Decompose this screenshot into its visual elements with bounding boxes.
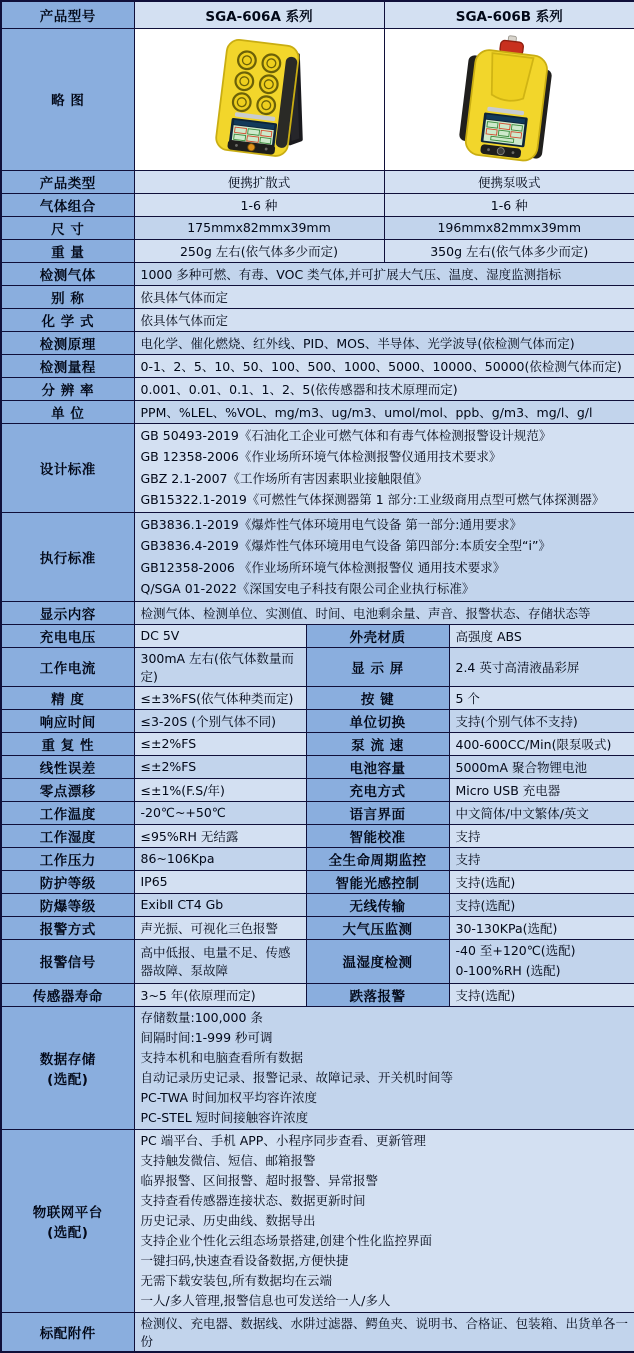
- pair-value-1: DC 5V: [134, 624, 306, 647]
- row-resolution: [1, 377, 634, 400]
- iot-label: 物联网平台: [32, 1204, 103, 1221]
- row-display-content: [1, 601, 634, 624]
- pair-label-1: 防爆等级: [1, 893, 134, 916]
- iot-line: 支持查看传感器连接状态、数据更新时间: [140, 1192, 366, 1208]
- product-type-b: 便携泵吸式: [384, 170, 634, 193]
- pair-value-1: 高中低报、电量不足、传感器故障、泵故障: [134, 939, 306, 983]
- pair-label-2: 显 示 屏: [306, 647, 449, 686]
- pair-label-1: 防护等级: [1, 870, 134, 893]
- iot-line: 支持触发微信、短信、邮箱报警: [140, 1152, 316, 1168]
- standard-line: GB3836.1-2019《爆炸性气体环境用电气设备 第一部分:通用要求》: [140, 516, 523, 532]
- pair-value-1: ≤95%RH 无结露: [134, 824, 306, 847]
- row-alias: [1, 285, 634, 308]
- header-row: [1, 1, 634, 28]
- row-label: 标配附件: [1, 1312, 134, 1352]
- pair-value-1: 300mA 左右(依气体数量而定): [134, 647, 306, 686]
- pair-label-1: 报警方式: [1, 916, 134, 939]
- pair-value-2: 400-600CC/Min(限泵吸式): [449, 732, 634, 755]
- storage-line: PC-TWA 时间加权平均容许浓度: [140, 1089, 317, 1105]
- row-principle: [1, 331, 634, 354]
- row-label: 单 位: [1, 400, 134, 423]
- temp-range-value: -40 至+120℃(选配): [455, 943, 576, 958]
- standard-line: GB15322.1-2019《可燃性气体探测器第 1 部分:工业级商用点型可燃气体探测器》: [140, 492, 605, 507]
- pair-label-2: 单位切换: [306, 709, 449, 732]
- row-product-type: [1, 170, 634, 193]
- pair-value-1: ≤3-20S (个别气体不同): [134, 709, 306, 732]
- data-storage-value: [134, 1006, 634, 1129]
- gas-combo-a: 1-6 种: [134, 193, 384, 216]
- row-label: 设计标准: [1, 423, 134, 512]
- humidity-range-value: 0-100%RH (选配): [455, 963, 561, 978]
- row-label: 检测量程: [1, 354, 134, 377]
- detect-gas-value: 1000 多种可燃、有毒、VOC 类气体,并可扩展大气压、温度、湿度监测指标: [134, 262, 634, 285]
- pair-value-1: ≤±2%FS: [134, 732, 306, 755]
- product-type-a: 便携扩散式: [134, 170, 384, 193]
- row-pair: [1, 624, 634, 647]
- row-iot-platform: [1, 1129, 634, 1312]
- pair-label-2: 电池容量: [306, 755, 449, 778]
- weight-b: 350g 左右(依气体多少而定): [384, 239, 634, 262]
- pair-value-2: 中文简体/中文繁体/英文: [449, 801, 634, 824]
- pair-value-1: 86~106Kpa: [134, 847, 306, 870]
- pair-value-1: 声光振、可视化三色报警: [134, 916, 306, 939]
- device-screen: [481, 112, 528, 147]
- sketch-row: [1, 28, 634, 170]
- pair-label-1: 工作压力: [1, 847, 134, 870]
- row-label: 显示内容: [1, 601, 134, 624]
- row-pair: [1, 801, 634, 824]
- pair-value-2: Micro USB 充电器: [449, 778, 634, 801]
- row-label: 别 称: [1, 285, 134, 308]
- row-label: [1, 1129, 134, 1312]
- pair-label-2: 全生命周期监控: [306, 847, 449, 870]
- sketch-label: 略 图: [1, 28, 134, 170]
- principle-value: 电化学、催化燃烧、红外线、PID、MOS、半导体、光学波导(依检测气体而定): [134, 331, 634, 354]
- product-photo-cell-b: [384, 28, 634, 170]
- pair-label-1: 工作湿度: [1, 824, 134, 847]
- iot-value: [134, 1129, 634, 1312]
- row-label: 检测原理: [1, 331, 134, 354]
- pair-value-2: 30-130KPa(选配): [449, 916, 634, 939]
- row-label: [1, 1006, 134, 1129]
- pair-label-2: 跌落报警: [306, 983, 449, 1006]
- row-data-storage: [1, 1006, 634, 1129]
- row-formula: [1, 308, 634, 331]
- exec-standards-value: [134, 512, 634, 601]
- storage-line: 存储数量:100,000 条: [140, 1009, 263, 1025]
- standard-line: GB12358-2006 《作业场所环境气体检测报警仪 通用技术要求》: [140, 559, 506, 575]
- storage-line: 间隔时间:1-999 秒可调: [140, 1029, 273, 1045]
- row-label: 执行标准: [1, 512, 134, 601]
- pair-label-2: 语言界面: [306, 801, 449, 824]
- pair-label-2: 泵 流 速: [306, 732, 449, 755]
- row-pair: [1, 893, 634, 916]
- pair-label-2: 大气压监测: [306, 916, 449, 939]
- accessories-value: 检测仪、充电器、数据线、水阱过滤器、鳄鱼夹、说明书、合格证、包装箱、出货单各一份: [134, 1312, 634, 1352]
- row-label: 尺 寸: [1, 216, 134, 239]
- iot-line: 一键扫码,快速查看设备数据,方便快捷: [140, 1252, 349, 1268]
- standard-line: GBZ 2.1-2007《工作场所有害因素职业接触限值》: [140, 470, 428, 486]
- standard-line: GB 50493-2019《石油化工企业可燃气体和有毒气体检测报警设计规范》: [140, 427, 552, 443]
- pair-label-1: 传感器寿命: [1, 983, 134, 1006]
- pair-value-1: ≤±1%(F.S/年): [134, 778, 306, 801]
- storage-line: 自动记录历史记录、报警记录、故障记录、开关机时间等: [140, 1069, 454, 1085]
- standard-line: GB 12358-2006《作业场所环境气体检测报警仪通用技术要求》: [140, 449, 502, 464]
- row-label: 产品类型: [1, 170, 134, 193]
- row-label: 气体组合: [1, 193, 134, 216]
- row-exec-standards: [1, 512, 634, 601]
- formula-value: 依具体气体而定: [134, 308, 634, 331]
- pair-label-1: 零点漂移: [1, 778, 134, 801]
- pair-label-2: 外壳材质: [306, 624, 449, 647]
- standard-line: Q/SGA 01-2022《深国安电子科技有限公司企业执行标准》: [140, 581, 475, 596]
- pair-label-1: 工作温度: [1, 801, 134, 824]
- row-pair: [1, 732, 634, 755]
- pair-value-2: 支持(选配): [449, 983, 634, 1006]
- pair-label-1: 响应时间: [1, 709, 134, 732]
- pair-value-2: 支持: [449, 847, 634, 870]
- row-pair: [1, 709, 634, 732]
- iot-line: 历史记录、历史曲线、数据导出: [140, 1212, 316, 1228]
- pair-value-2: 支持(选配): [449, 893, 634, 916]
- pair-value-1: ≤±2%FS: [134, 755, 306, 778]
- pair-label-1: 工作电流: [1, 647, 134, 686]
- data-storage-note: (选配): [47, 1071, 89, 1088]
- row-label: 分 辨 率: [1, 377, 134, 400]
- row-pair-alarm-signal: [1, 939, 634, 983]
- iot-line: 一人/多人管理,报警信息也可发送给一人/多人: [140, 1292, 391, 1308]
- data-storage-label: 数据存储: [39, 1051, 96, 1068]
- pair-value-2: [449, 939, 634, 983]
- pair-value-2: 支持(选配): [449, 870, 634, 893]
- storage-line: 支持本机和电脑查看所有数据: [140, 1049, 304, 1065]
- pair-value-2: 5000mA 聚合物锂电池: [449, 755, 634, 778]
- pair-label-1: 充电电压: [1, 624, 134, 647]
- row-pair: [1, 916, 634, 939]
- pair-value-2: 高强度 ABS: [449, 624, 634, 647]
- pair-label-2: 智能校准: [306, 824, 449, 847]
- pair-value-2: 支持(个别气体不支持): [449, 709, 634, 732]
- design-standards-value: [134, 423, 634, 512]
- weight-a: 250g 左右(依气体多少而定): [134, 239, 384, 262]
- unit-value: PPM、%LEL、%VOL、mg/m3、ug/m3、umol/mol、ppb、g/m3、mg/l、g/l: [134, 400, 634, 423]
- product-photo-cell-a: [134, 28, 384, 170]
- pair-label-1: 重 复 性: [1, 732, 134, 755]
- row-label: 重 量: [1, 239, 134, 262]
- header-product-model: 产品型号: [1, 1, 134, 28]
- row-accessories: [1, 1312, 634, 1352]
- row-gas-combo: [1, 193, 634, 216]
- row-pair: [1, 847, 634, 870]
- row-pair: [1, 983, 634, 1006]
- pair-value-2: 2.4 英寸高清液晶彩屏: [449, 647, 634, 686]
- iot-line: 无需下载安装包,所有数据均在云端: [140, 1272, 332, 1288]
- gas-combo-b: 1-6 种: [384, 193, 634, 216]
- size-b: 196mmx82mmx39mm: [384, 216, 634, 239]
- row-pair: [1, 686, 634, 709]
- range-value: 0-1、2、5、10、50、100、500、1000、5000、10000、50000(依检测气体而定): [134, 354, 634, 377]
- size-a: 175mmx82mmx39mm: [134, 216, 384, 239]
- resolution-value: 0.001、0.01、0.1、1、2、5(依传感器和技术原理而定): [134, 377, 634, 400]
- pair-label-2: 充电方式: [306, 778, 449, 801]
- pair-label-2: 无线传输: [306, 893, 449, 916]
- pair-value-1: IP65: [134, 870, 306, 893]
- pair-label-2: 智能光感控制: [306, 870, 449, 893]
- pair-value-1: ≤±3%FS(依气体种类而定): [134, 686, 306, 709]
- pair-label-2: 按 键: [306, 686, 449, 709]
- pair-value-1: ExibⅡ CT4 Gb: [134, 893, 306, 916]
- row-pair: [1, 824, 634, 847]
- alias-value: 依具体气体而定: [134, 285, 634, 308]
- pair-value-1: -20℃~+50℃: [134, 801, 306, 824]
- standard-line: GB3836.4-2019《爆炸性气体环境用电气设备 第四部分:本质安全型“i”》: [140, 538, 551, 553]
- header-model-a: SGA-606A 系列: [134, 1, 384, 28]
- pair-value-2: 支持: [449, 824, 634, 847]
- sga-606b-device-photo: [399, 30, 619, 168]
- pair-label-1: 线性误差: [1, 755, 134, 778]
- iot-line: 支持企业个性化云组态场景搭建,创建个性化监控界面: [140, 1232, 432, 1248]
- row-size: [1, 216, 634, 239]
- row-pair: [1, 755, 634, 778]
- row-label: 化 学 式: [1, 308, 134, 331]
- row-range: [1, 354, 634, 377]
- iot-note: (选配): [47, 1224, 89, 1241]
- row-unit: [1, 400, 634, 423]
- pair-value-2: 5 个: [449, 686, 634, 709]
- row-pair: [1, 778, 634, 801]
- pair-label-1: 报警信号: [1, 939, 134, 983]
- row-pair: [1, 870, 634, 893]
- row-design-standards: [1, 423, 634, 512]
- display-content-value: 检测气体、检测单位、实测值、时间、电池剩余量、声音、报警状态、存储状态等: [134, 601, 634, 624]
- row-detect-gas: [1, 262, 634, 285]
- row-label: 检测气体: [1, 262, 134, 285]
- row-pair: [1, 647, 634, 686]
- pair-label-2: 温湿度检测: [306, 939, 449, 983]
- iot-line: PC 端平台、手机 APP、小程序同步查看、更新管理: [140, 1132, 426, 1148]
- pair-label-1: 精 度: [1, 686, 134, 709]
- pair-value-1: 3~5 年(依原理而定): [134, 983, 306, 1006]
- iot-line: 临界报警、区间报警、超时报警、异常报警: [140, 1172, 379, 1188]
- storage-line: PC-STEL 短时间接触容许浓度: [140, 1109, 309, 1125]
- row-weight: [1, 239, 634, 262]
- sga-606a-device-photo: [149, 30, 369, 168]
- header-model-b: SGA-606B 系列: [384, 1, 634, 28]
